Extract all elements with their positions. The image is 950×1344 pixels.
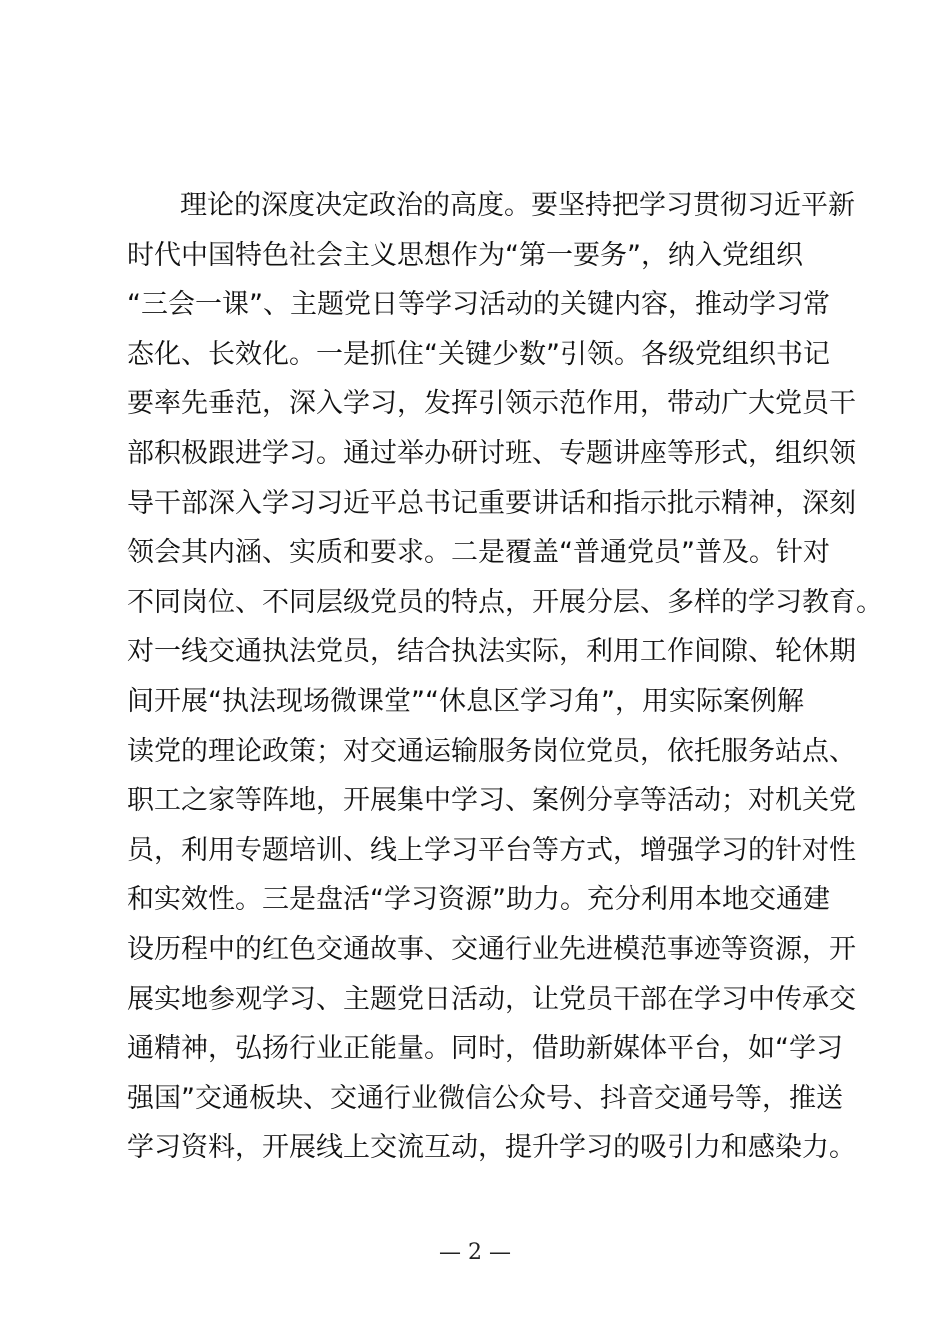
paragraph-line: 导干部深入学习习近平总书记重要讲话和指示批示精神，深刻 [127,487,856,519]
paragraph-line: 时代中国特色社会主义思想作为“第一要务”，纳入党组织 [127,239,803,271]
paragraph-line: 不同岗位、不同层级党员的特点，开展分层、多样的学习教育。 [127,586,883,618]
paragraph-line: 通精神，弘扬行业正能量。同时，借助新媒体平台，如“学习 [127,1033,843,1065]
paragraph-line: 对一线交通执法党员，结合执法实际，利用工作间隙、轮休期 [127,636,856,668]
paragraph-line: 要率先垂范，深入学习，发挥引领示范作用，带动广大党员干 [127,388,856,420]
paragraph-line: 设历程中的红色交通故事、交通行业先进模范事迹等资源，开 [127,933,856,965]
page-number: — 2 — [439,1240,511,1265]
paragraph-line: 学习资料，开展线上交流互动，提升学习的吸引力和感染力。 [127,1132,856,1164]
paragraph-line: “三会一课”、主题党日等学习活动的关键内容，推动学习常 [127,289,830,321]
paragraph-line: 职工之家等阵地，开展集中学习、案例分享等活动；对机关党 [127,785,856,817]
paragraph-line: 间开展“执法现场微课堂”“休息区学习角”，用实际案例解 [127,685,804,717]
paragraph-line: 员，利用专题培训、线上学习平台等方式，增强学习的针对性 [127,834,856,866]
paragraph-line: 读党的理论政策；对交通运输服务岗位党员，依托服务站点、 [127,735,856,767]
paragraph-line: 理论的深度决定政治的高度。要坚持把学习贯彻习近平新 [180,190,855,221]
paragraph-line: 展实地参观学习、主题党日活动，让党员干部在学习中传承交 [127,983,856,1015]
paragraph-line: 领会其内涵、实质和要求。二是覆盖“普通党员”普及。针对 [127,537,830,569]
paragraph-line: 强国”交通板块、交通行业微信公众号、抖音交通号等，推送 [127,1082,843,1114]
body-paragraph [127,181,883,1173]
paragraph-line: 和实效性。三是盘活“学习资源”助力。充分利用本地交通建 [127,884,830,916]
paragraph-line: 态化、长效化。一是抓住“关键少数”引领。各级党组织书记 [127,338,830,370]
paragraph-line: 部积极跟进学习。通过举办研讨班、专题讲座等形式，组织领 [127,437,856,469]
